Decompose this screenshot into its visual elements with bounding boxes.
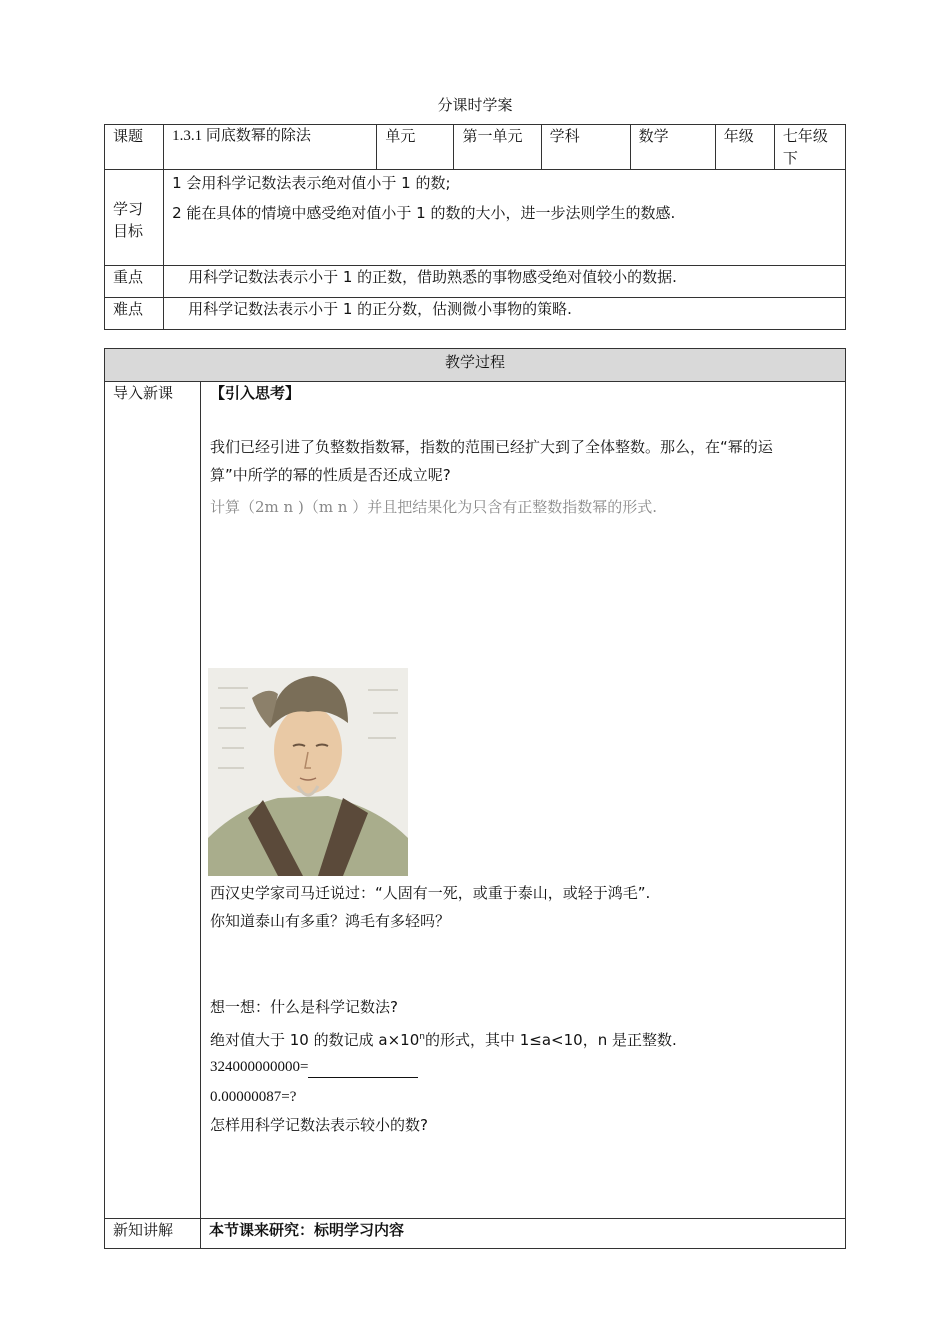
new-knowledge-text: 本节课来研究：标明学习内容: [201, 1219, 846, 1249]
topic-value: 1.3.1 同底数幂的除法: [164, 125, 377, 170]
definition-part-b: 的形式，其中 1≤a<10，n 是正整数.: [424, 1031, 677, 1049]
intro-paragraph-2: 算”中所学的幂的性质是否还成立呢?: [210, 466, 451, 484]
difficult-point-text: 用科学记数法表示小于 1 的正分数，估测微小事物的策略.: [164, 298, 846, 330]
grade-value: 七年级下: [774, 125, 845, 170]
sima-qian-portrait: [208, 668, 408, 876]
intro-paragraph-1: 我们已经引进了负整数指数幂，指数的范围已经扩大到了全体整数。那么，在“幂的运: [210, 438, 773, 456]
goal-item-2: 2 能在具体的情境中感受绝对值小于 1 的数的大小，进一步法则学生的数感.: [172, 204, 676, 222]
goals-content: [164, 170, 846, 266]
question-line: 你知道泰山有多重？鸿毛有多轻吗？: [210, 912, 451, 930]
process-header: 教学过程: [105, 349, 846, 382]
key-point-label: 重点: [105, 266, 164, 298]
teaching-process-table: [104, 348, 846, 1249]
grade-label: 年级: [715, 125, 774, 170]
key-point-text: 用科学记数法表示小于 1 的正数，借助熟悉的事物感受绝对值较小的数据.: [164, 266, 846, 298]
unit-label: 单元: [377, 125, 454, 170]
portrait-image-icon: [208, 668, 408, 876]
quote-line: 西汉史学家司马迁说过：“人固有一死，或重于泰山，或轻于鸿毛”.: [210, 884, 651, 902]
example-1-text: 324000000000=: [210, 1059, 309, 1075]
intro-heading: 【引入思考】: [210, 384, 301, 402]
goals-label: 学习目标: [105, 170, 164, 266]
intro-label: 导入新课: [105, 382, 201, 1219]
how-question: 怎样用科学记数法表示较小的数?: [210, 1116, 428, 1134]
example-1: [210, 1056, 418, 1078]
definition-line: [210, 1026, 677, 1051]
think-line: 想一想：什么是科学记数法?: [210, 998, 398, 1016]
definition-exponent: n: [419, 1032, 425, 1042]
topic-label: 课题: [105, 125, 164, 170]
lesson-info-table: [104, 124, 846, 330]
subject-value: 数学: [630, 125, 715, 170]
intro-content: [201, 382, 846, 1219]
example-2: 0.00000087=?: [210, 1089, 297, 1105]
definition-part-a: 绝对值大于 10 的数记成 a×10: [210, 1031, 420, 1049]
document-title: 分课时学案: [437, 96, 513, 114]
new-knowledge-label: 新知讲解: [105, 1219, 201, 1249]
calc-exercise: 计算（2m n )（m n ）并且把结果化为只含有正整数指数幂的形式.: [210, 498, 658, 516]
answer-blank: [308, 1063, 418, 1078]
unit-value: 第一单元: [454, 125, 541, 170]
goal-item-1: 1 会用科学记数法表示绝对值小于 1 的数;: [172, 174, 451, 192]
difficult-point-label: 难点: [105, 298, 164, 330]
subject-label: 学科: [541, 125, 630, 170]
